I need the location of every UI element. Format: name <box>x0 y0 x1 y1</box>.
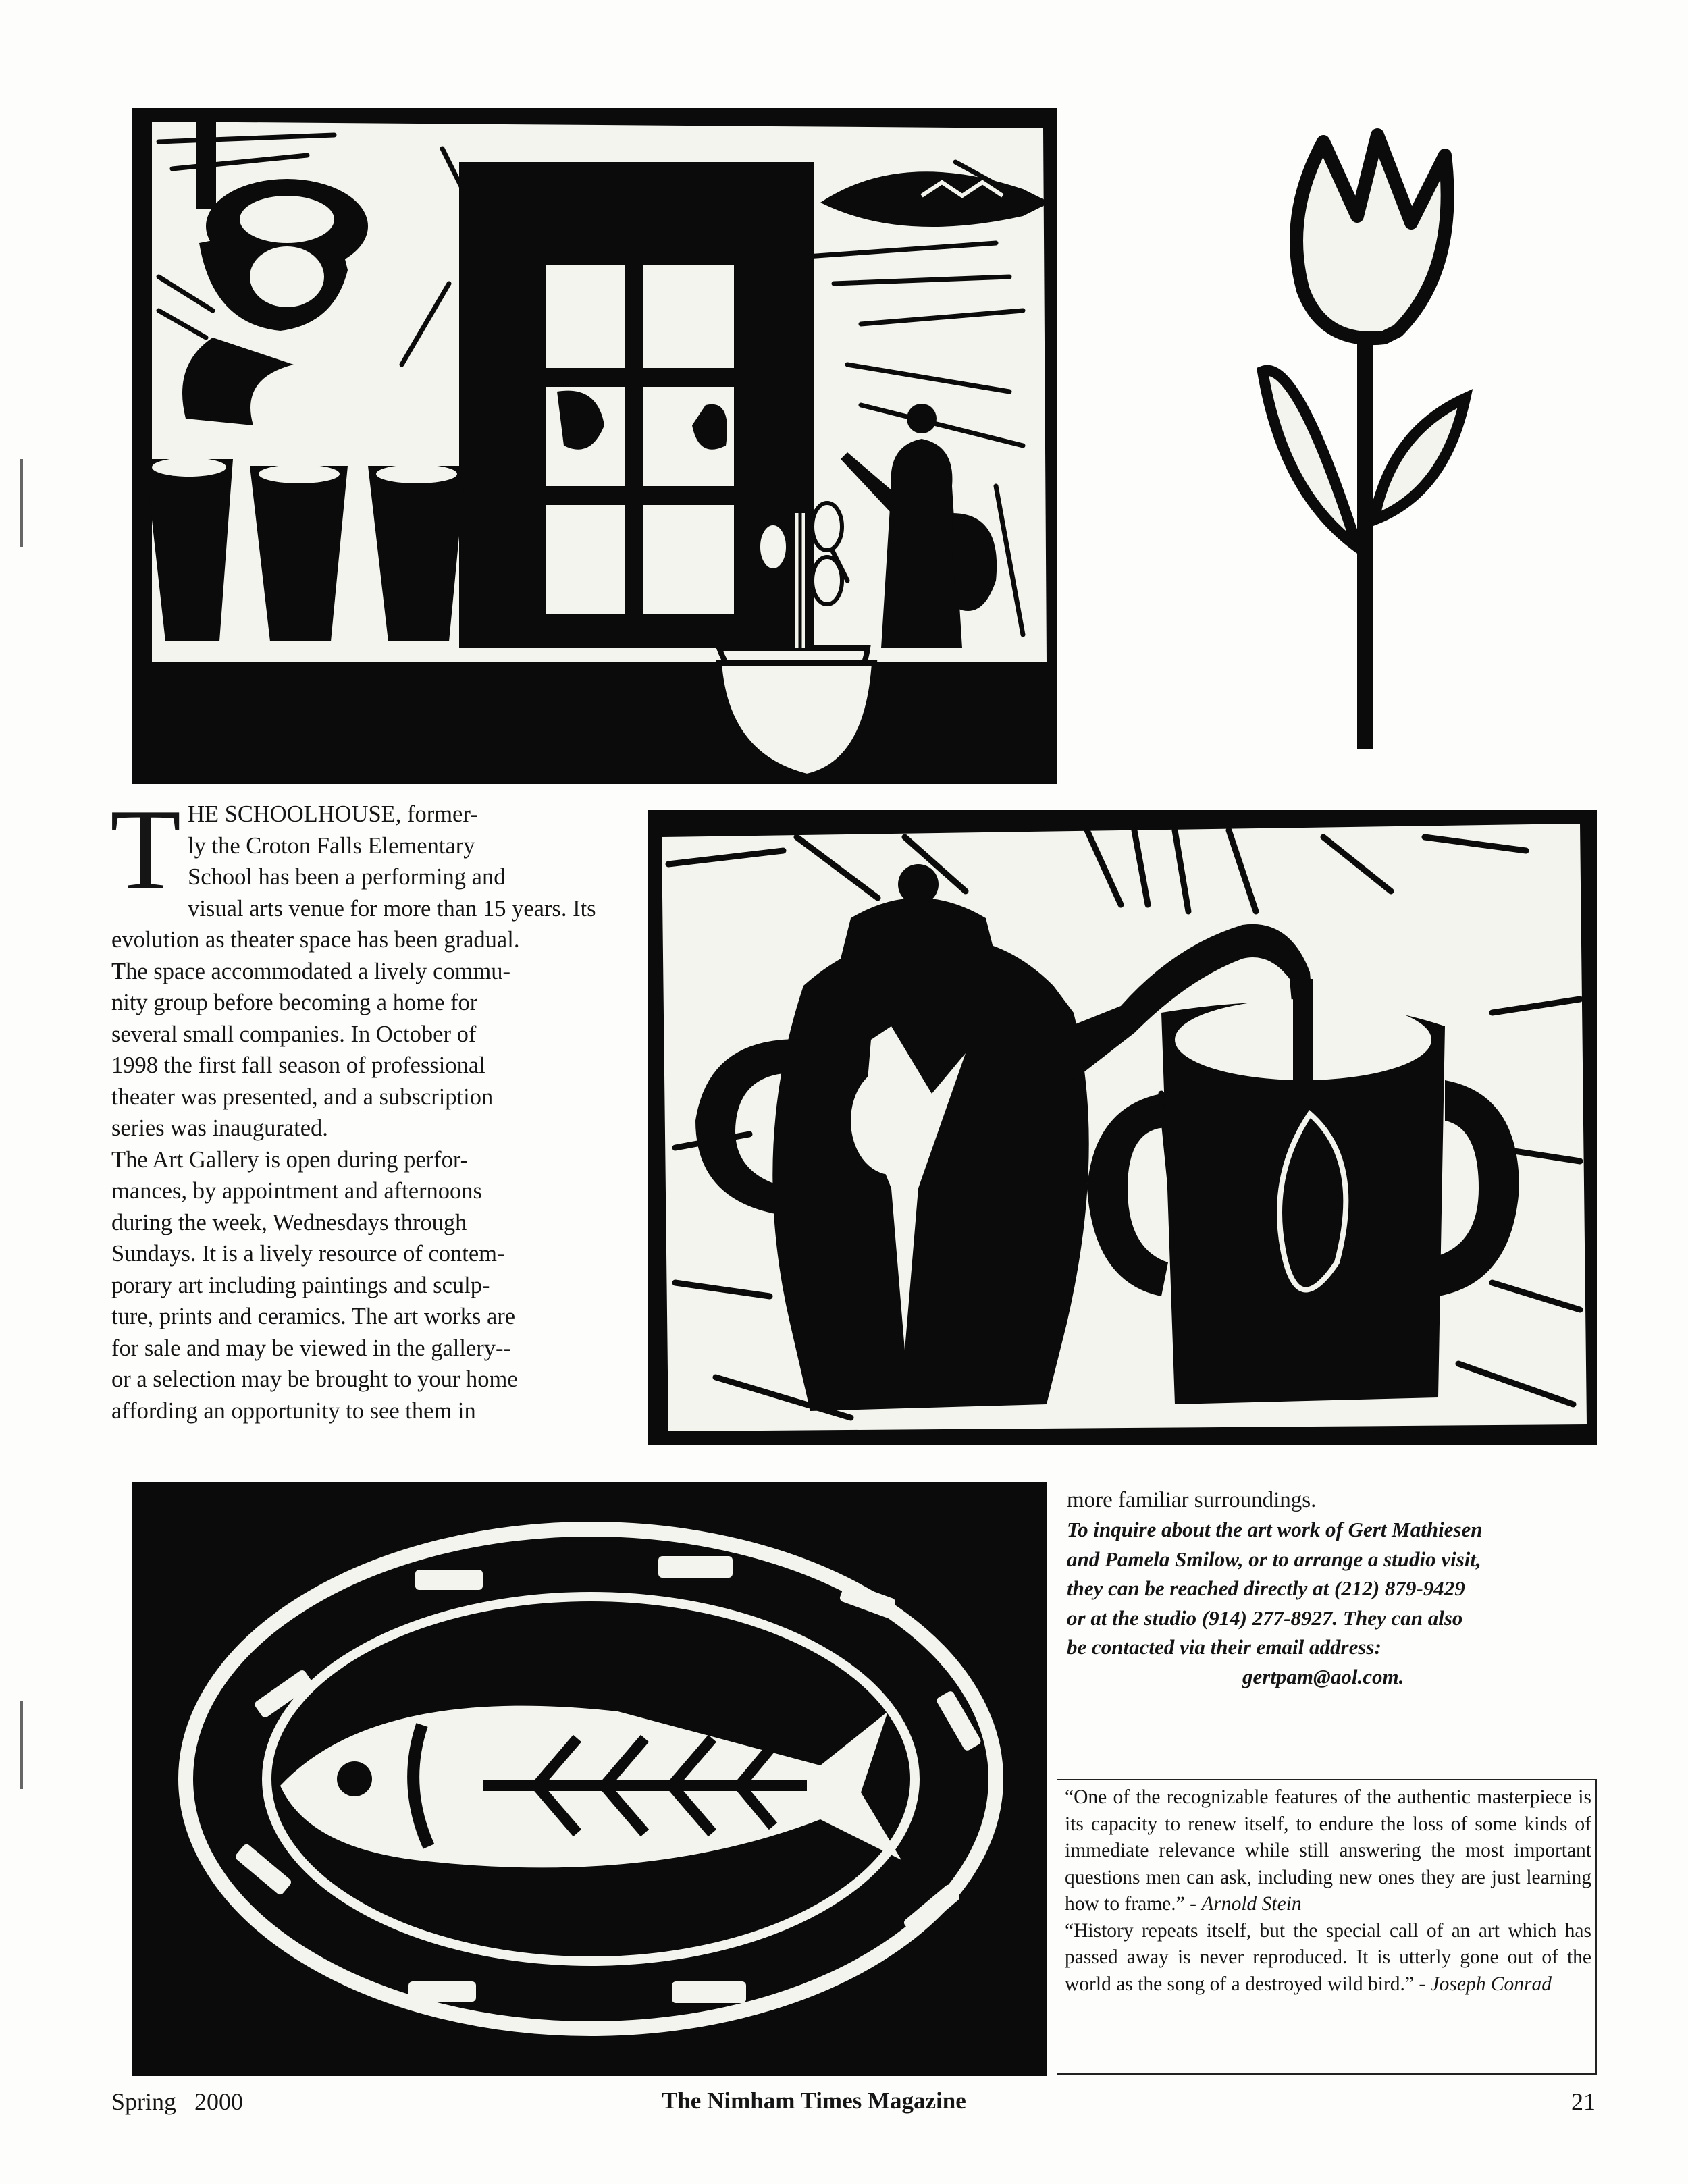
article-line: several small companies. In October of <box>111 1021 477 1047</box>
contact-line: and Pamela Smilow, or to arrange a studio visit, <box>1067 1547 1481 1571</box>
woodcut-tulip <box>1242 115 1485 770</box>
contact-line: or at the studio (914) 277-8927. They can also <box>1067 1605 1463 1630</box>
contact-line: be contacted via their email address: <box>1067 1635 1381 1659</box>
footer-magazine-title: The Nimham Times Magazine <box>662 2087 966 2114</box>
quote-author: Arnold Stein <box>1201 1893 1302 1915</box>
contact-line: To inquire about the art work of Gert Mathiesen <box>1067 1518 1483 1541</box>
article-line: The Art Gallery is open during perfor- <box>111 1146 469 1173</box>
article-lead: HE SCHOOLHOUSE <box>188 801 396 827</box>
quote: “One of the recognizable features of the authentic masterpiece is its capacity to renew itself, to endure the loss of some kinds of immediate relevance while still answering the most important questions men can ask, including new ones they are just learning how to frame.” - Arnold Stein <box>1065 1786 1591 1915</box>
woodcut-window-still-life <box>132 108 1057 784</box>
drop-cap: T <box>110 786 182 914</box>
contact-email: gertpam@aol.com. <box>1242 1664 1404 1688</box>
footer-season: Spring 2000 <box>111 2088 244 2115</box>
quote: “History repeats itself, but the special call of an art which has passed away is never reproduced. It is utterly gone out of the world as the song of a destroyed wild bird.” - Joseph Conrad <box>1065 1919 1591 1995</box>
contact-block <box>1067 1485 1580 1691</box>
article-line: series was inaugurated. <box>111 1115 328 1141</box>
article-line: The space accommodated a lively commu- <box>111 958 511 984</box>
woodcut-teapot-and-mug <box>648 810 1597 1445</box>
article-line: Sundays. It is a lively resource of contem- <box>111 1241 505 1267</box>
page-number: 21 <box>1571 2088 1595 2115</box>
article-line: theater was presented, and a subscription <box>111 1084 494 1110</box>
binding-mark <box>20 1701 23 1789</box>
contact-line: they can be reached directly at (212) 879-9429 <box>1067 1576 1465 1600</box>
article-line: or a selection may be brought to your home <box>111 1366 518 1392</box>
binding-mark <box>20 459 23 547</box>
article-line: for sale and may be viewed in the gallery-- <box>111 1335 512 1361</box>
quote-author: Joseph Conrad <box>1430 1973 1552 1995</box>
article-line: 1998 the first fall season of professional <box>111 1053 485 1078</box>
article-line: ly the Croton Falls Elementary <box>188 832 475 859</box>
article-line: during the week, Wednesdays through <box>111 1209 467 1235</box>
article-line: School has been a performing and <box>188 864 506 890</box>
woodcut-fish-platter <box>132 1482 1047 2076</box>
article-line: mances, by appointment and afternoons <box>111 1178 482 1204</box>
article-line: HE SCHOOLHOUSE, former- <box>188 801 478 827</box>
article-line: nity group before becoming a home for <box>111 990 478 1015</box>
article-line: porary art including paintings and sculp- <box>111 1272 490 1298</box>
article-body <box>110 786 638 1427</box>
quote-box <box>1057 1779 1597 2075</box>
article-line: evolution as theater space has been gradual. <box>111 927 520 953</box>
article-continuation: more familiar surroundings. <box>1067 1488 1317 1512</box>
article-line: visual arts venue for more than 15 years. Its <box>188 895 596 922</box>
article-line: ture, prints and ceramics. The art works are <box>111 1304 516 1329</box>
article-line: affording an opportunity to see them in <box>111 1397 476 1424</box>
